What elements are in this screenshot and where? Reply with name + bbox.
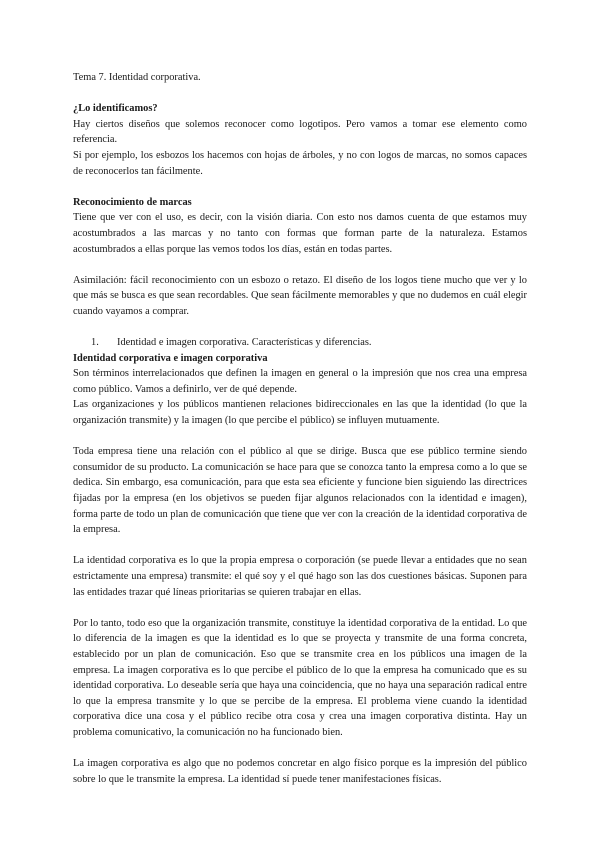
spacer <box>73 320 527 336</box>
paragraph: Son términos interrelacionados que definen la imagen en general o la impresión que nos crea una empresa como público. Vamos a definirlo, ver de qué depende. <box>73 368 527 395</box>
paragraph: Toda empresa tiene una relación con el público al que se dirige. Busca que ese público termine siendo consumidor de su producto. La comunicación se hace para que se conozca tanto la empresa como a lo que se dedica. Sin embargo, esa comunicación, para que esta sea eficiente y funcione bien siguiendo las directrices fijadas por la empresa (en los objetivos se pueden fijar algunos relacionados con la identidad e imagen), forma parte de todo un plan de comunicación que tiene que ver con la creación de la identidad corporativa de la empresa. <box>73 446 527 536</box>
paragraph: Hay ciertos diseños que solemos reconocer como logotipos. Pero vamos a tomar ese elemento como referencia. <box>73 118 527 146</box>
paragraph: Si por ejemplo, los esbozos los hacemos con hojas de árboles, y no con logos de marcas, no somos capaces de reconocerlos tan fácilmente. <box>73 149 527 177</box>
spacer <box>73 538 527 554</box>
paragraph: Por lo tanto, todo eso que la organización transmite, constituye la identidad corporativa de la entidad. Lo que lo diferencia de la imagen es que la identidad es lo que se proyecta y transmite de una forma concreta, establecido por un plan de comunicación. Eso que se transmite crea en los públicos una imagen de la empresa. La imagen corporativa es lo que percibe el público de lo que la empresa ha comunicado que es su identidad corporativa. Lo deseable sería que haya una coincidencia, que no haya una separación radical entre lo que la empresa transmite y lo que se percibe de la empresa. El problema viene cuando la identidad corporativa dice una cosa y el público recibe otra cosa y crea una imagen corporativa distinta. Hay un problema comunicativo, la comunicación no ha funcionado bien. <box>73 617 527 738</box>
list-number: 1. <box>91 337 99 349</box>
paragraph: Asimilación: fácil reconocimiento con un esbozo o retazo. El diseño de los logos tiene mucho que ver y lo que más se busca es que sean recordables. Que sean fácilmente memorables y que no dudemos en cuál elegir cuando vayamos a comprar. <box>73 274 527 317</box>
numbered-list-item <box>73 335 527 351</box>
paragraph: Tiene que ver con el uso, es decir, con la visión diaria. Con esto nos damos cuenta de que estamos muy acostumbrados a las marcas y no tanto con formas que forman parte de la naturaleza. Estamos acostumbrados a ellas porque las vemos todos los días, están en todas partes. <box>73 212 527 255</box>
section-heading-identity-image: Identidad corporativa e imagen corporativa <box>73 352 268 364</box>
paragraph: Las organizaciones y los públicos mantienen relaciones bidireccionales en las que la identidad (lo que la organización transmite) y la imagen (lo que percibe el público) se influyen mutuamente. <box>73 399 527 427</box>
spacer <box>73 741 527 757</box>
list-item-text: Identidad e imagen corporativa. Características y diferencias. <box>117 337 372 349</box>
paragraph: La identidad corporativa es lo que la propia empresa o corporación (se puede llevar a entidades que no sean estrictamente una empresa) transmite: el qué soy y el qué hago son las dos cuestiones básicas. Suponen para las entidades trazar qué líneas prioritarias se quieren trabajar en ellas. <box>73 555 527 598</box>
spacer <box>73 179 527 195</box>
document-body <box>73 70 527 787</box>
spacer <box>73 429 527 445</box>
paragraph: La imagen corporativa es algo que no podemos concretar en algo físico porque es la impresión del público sobre lo que le transmite la empresa. La identidad sí puede tener manifestaciones físicas. <box>73 758 527 785</box>
section-heading-identify: ¿Lo identificamos? <box>73 103 158 115</box>
spacer <box>73 600 527 616</box>
document-title: Tema 7. Identidad corporativa. <box>73 72 201 83</box>
section-heading-brand-recognition: Reconocimiento de marcas <box>73 196 192 208</box>
spacer <box>73 257 527 273</box>
